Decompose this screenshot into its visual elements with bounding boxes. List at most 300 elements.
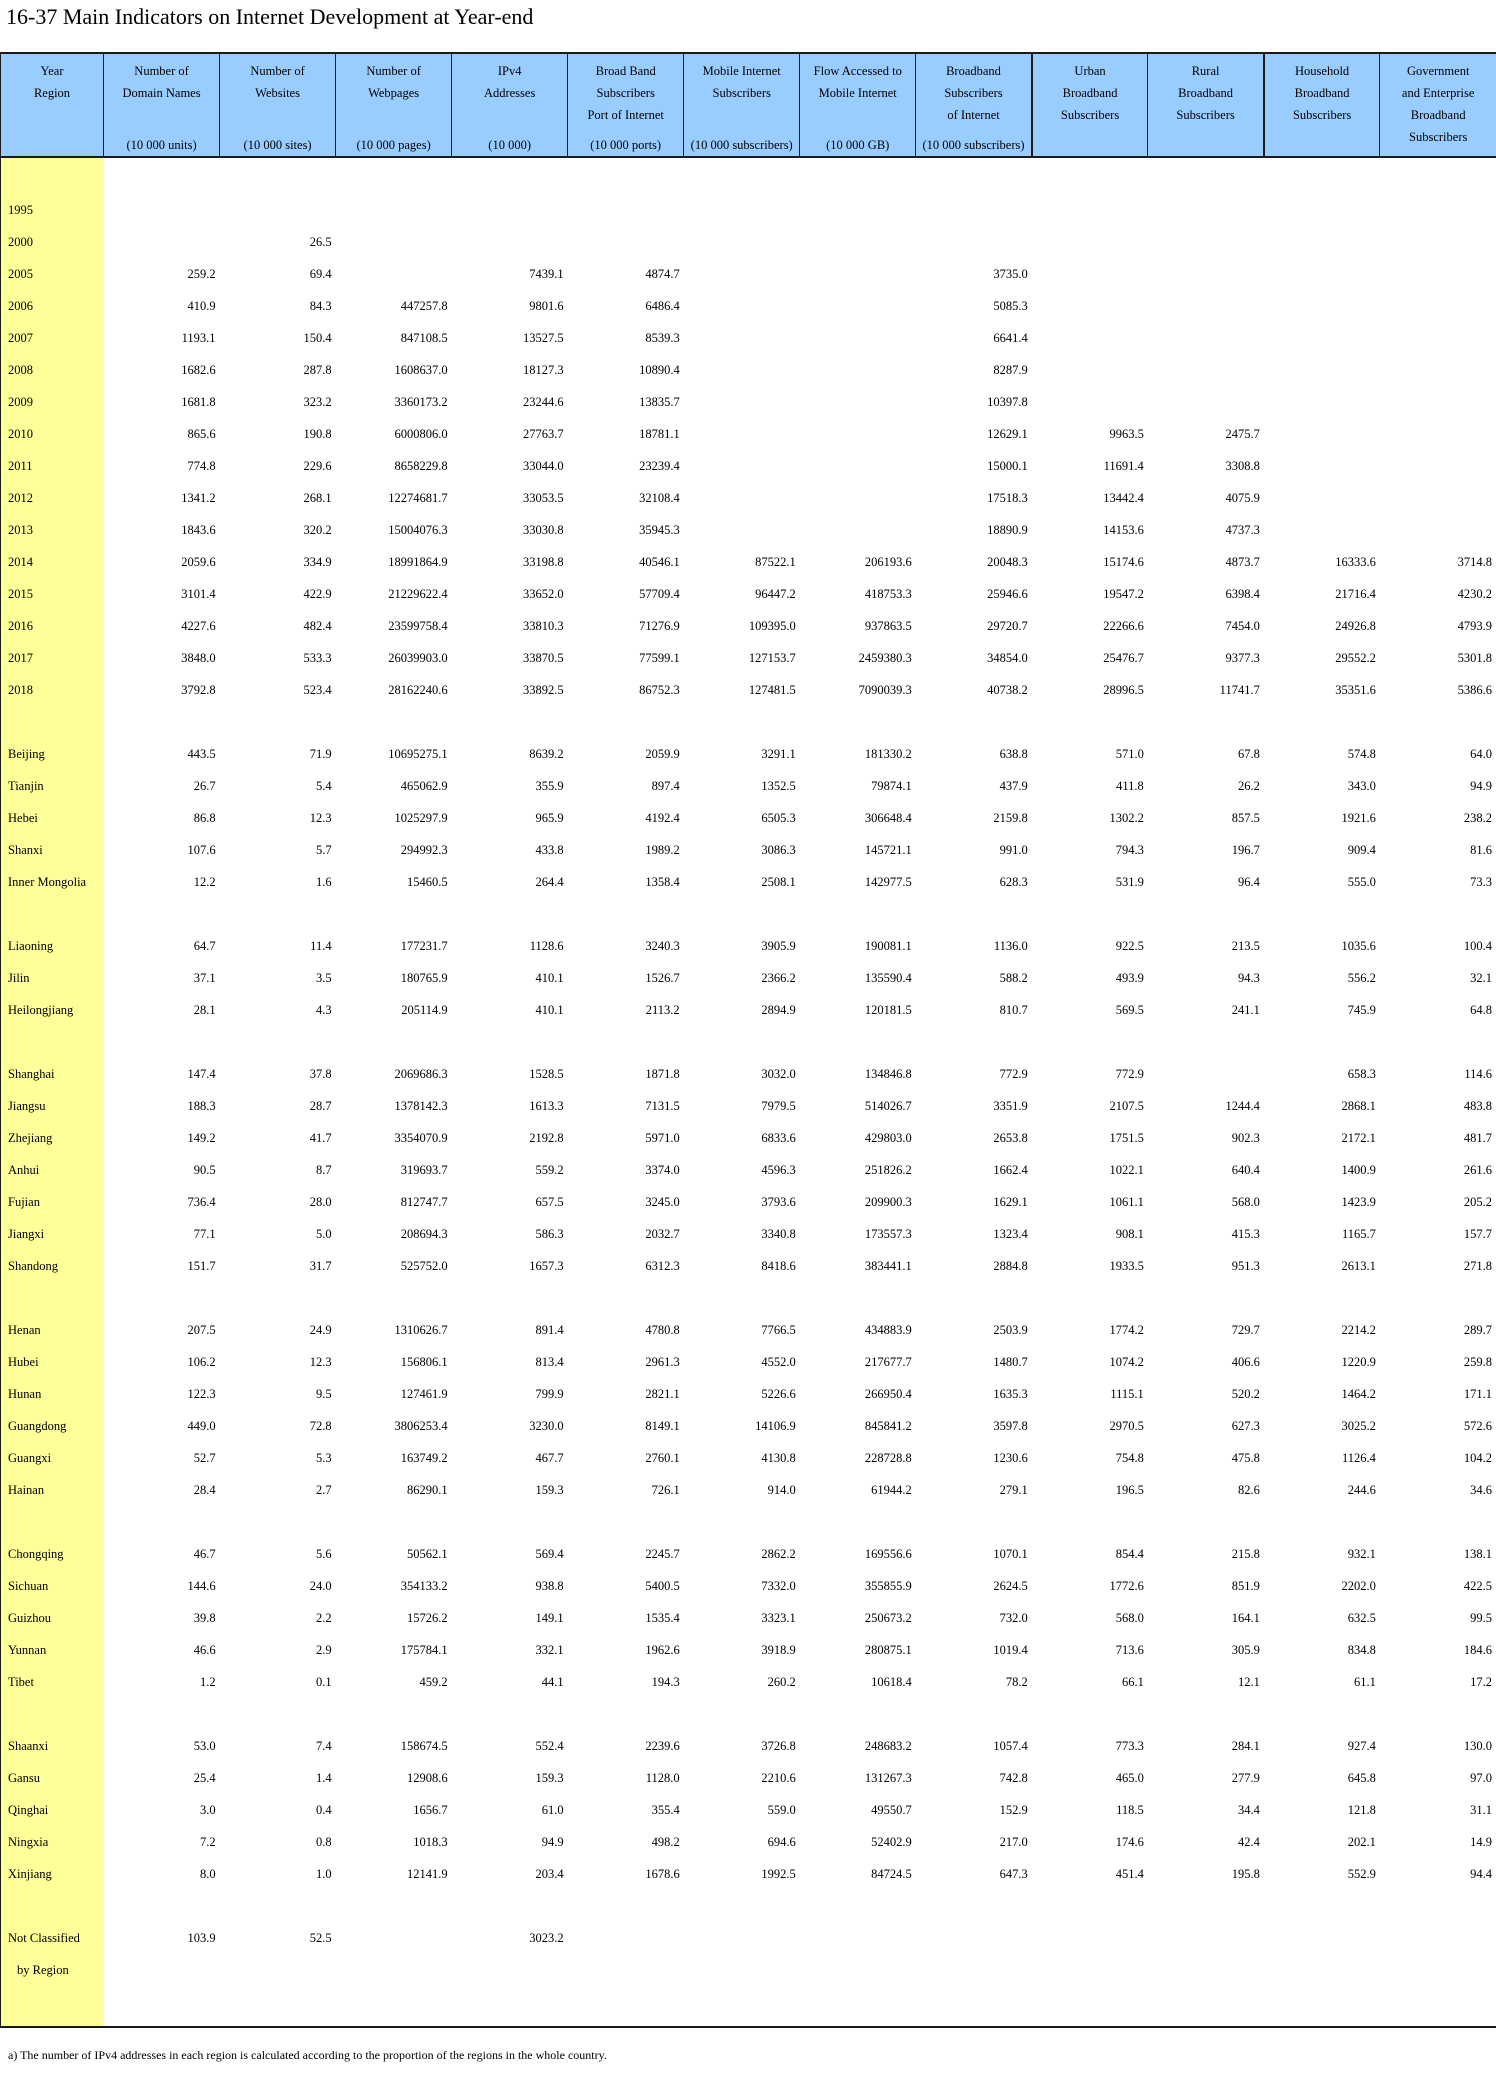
- data-cell: 202.1: [1347, 1834, 1376, 1849]
- data-cell: 415.3: [1231, 1226, 1260, 1241]
- data-cell: 1933.5: [1109, 1258, 1144, 1273]
- data-cell: 22266.6: [1103, 618, 1144, 633]
- data-cell: 14.9: [1470, 1834, 1492, 1849]
- row-label: 1995: [1, 194, 104, 226]
- data-cell: 238.2: [1463, 810, 1492, 825]
- column-header-line: Urban: [1074, 64, 1106, 78]
- data-cell: 443.5: [187, 746, 216, 761]
- spacer-row: [1, 1026, 1496, 1058]
- data-cell: [1032, 354, 1148, 386]
- data-cell: [1148, 322, 1264, 354]
- data-cell: 61.0: [541, 1802, 564, 1817]
- row-label: Shanghai: [1, 1058, 104, 1090]
- data-cell: [1380, 194, 1496, 226]
- data-cell: 142977.5: [864, 874, 912, 889]
- data-cell: [568, 226, 684, 258]
- row-label: Guizhou: [1, 1602, 104, 1634]
- data-cell: 574.8: [1347, 746, 1376, 761]
- data-cell: 10397.8: [987, 394, 1028, 409]
- data-cell: [1380, 354, 1496, 386]
- column-header-line: Subscribers: [1409, 130, 1468, 144]
- data-cell: 3793.6: [761, 1194, 796, 1209]
- data-cell: 50562.1: [407, 1546, 448, 1561]
- data-cell: 10890.4: [639, 362, 680, 377]
- data-cell: 35351.6: [1335, 682, 1376, 697]
- data-cell: 902.3: [1231, 1130, 1260, 1145]
- data-cell: 857.5: [1231, 810, 1260, 825]
- data-cell: 259.2: [187, 266, 216, 281]
- data-cell: 195.8: [1231, 1866, 1260, 1881]
- data-cell: 4192.4: [645, 810, 680, 825]
- data-cell: 114.6: [1464, 1066, 1492, 1081]
- data-cell: 28.7: [309, 1098, 332, 1113]
- data-cell: [568, 194, 684, 226]
- year-row: [1, 418, 1496, 450]
- data-cell: 657.5: [535, 1194, 564, 1209]
- row-label: Heilongjiang: [1, 994, 104, 1026]
- data-cell: 73.3: [1470, 874, 1492, 889]
- data-cell: 418753.3: [864, 586, 912, 601]
- data-cell: 244.6: [1347, 1482, 1376, 1497]
- header-row: [1, 53, 1496, 157]
- data-cell: 451.4: [1115, 1866, 1144, 1881]
- region-row: [1, 834, 1496, 866]
- row-label: Henan: [1, 1314, 104, 1346]
- data-cell: 4596.3: [761, 1162, 796, 1177]
- data-cell: 173557.3: [864, 1226, 912, 1241]
- region-row: [1, 1186, 1496, 1218]
- column-header: [220, 53, 336, 157]
- data-cell: [684, 194, 800, 226]
- data-cell: [1264, 482, 1380, 514]
- region-row: [1, 1410, 1496, 1442]
- data-cell: 422.5: [1463, 1578, 1492, 1593]
- data-cell: [1264, 322, 1380, 354]
- data-cell: [1148, 226, 1264, 258]
- data-cell: 149.2: [187, 1130, 216, 1145]
- not-classified-row-cont: [1, 1954, 1496, 1986]
- column-unit: (10 000 subscribers): [922, 138, 1025, 152]
- row-label: Liaoning: [1, 930, 104, 962]
- spacer-cell: [1, 1890, 104, 1922]
- data-cell: 57709.4: [639, 586, 680, 601]
- row-label: Hubei: [1, 1346, 104, 1378]
- column-header: [684, 53, 800, 157]
- data-cell: 64.0: [1470, 746, 1492, 761]
- region-row: [1, 1474, 1496, 1506]
- data-cell: 429803.0: [864, 1130, 912, 1145]
- row-label: Fujian: [1, 1186, 104, 1218]
- row-label: Yunnan: [1, 1634, 104, 1666]
- data-cell: 259.8: [1463, 1354, 1492, 1369]
- data-cell: 53.0: [193, 1738, 216, 1753]
- data-cell: 120181.5: [864, 1002, 912, 1017]
- data-cell: 184.6: [1463, 1642, 1492, 1657]
- data-cell: [684, 418, 800, 450]
- data-cell: 205.2: [1463, 1194, 1492, 1209]
- data-cell: 1423.9: [1341, 1194, 1376, 1209]
- data-cell: 188.3: [187, 1098, 216, 1113]
- data-cell: 177231.7: [400, 938, 448, 953]
- data-cell: 5400.5: [645, 1578, 680, 1593]
- data-cell: [1148, 1922, 1264, 1954]
- data-cell: 1.2: [199, 1674, 216, 1689]
- data-cell: 8639.2: [529, 746, 564, 761]
- data-cell: 8287.9: [993, 362, 1028, 377]
- data-cell: 2239.6: [645, 1738, 680, 1753]
- data-cell: 25946.6: [987, 586, 1028, 601]
- data-cell: 632.5: [1347, 1610, 1376, 1625]
- data-cell: 552.4: [535, 1738, 564, 1753]
- data-cell: [1148, 1058, 1264, 1090]
- data-cell: [1264, 386, 1380, 418]
- data-cell: 96447.2: [755, 586, 796, 601]
- data-cell: 568.0: [1115, 1610, 1144, 1625]
- data-cell: 84.3: [309, 298, 332, 313]
- data-cell: 2508.1: [761, 874, 796, 889]
- data-cell: 5.7: [315, 842, 332, 857]
- data-cell: [1380, 322, 1496, 354]
- data-cell: 433.8: [535, 842, 564, 857]
- data-cell: 482.4: [303, 618, 332, 633]
- data-cell: 2032.7: [645, 1226, 680, 1241]
- data-cell: 8.0: [199, 1866, 216, 1881]
- data-cell: 2107.5: [1109, 1098, 1144, 1113]
- data-cell: 422.9: [303, 586, 332, 601]
- indicator-table-wrapper: [0, 52, 1496, 2028]
- data-cell: 3351.9: [993, 1098, 1028, 1113]
- data-cell: [452, 194, 568, 226]
- spacer-cell: [1, 706, 104, 738]
- data-cell: [684, 514, 800, 546]
- data-cell: 86290.1: [407, 1482, 448, 1497]
- data-cell: 72.8: [309, 1418, 332, 1433]
- data-cell: 7766.5: [761, 1322, 796, 1337]
- data-cell: 1193.1: [181, 330, 216, 345]
- data-cell: [1264, 290, 1380, 322]
- row-label: Anhui: [1, 1154, 104, 1186]
- data-cell: 289.7: [1463, 1322, 1492, 1337]
- data-cell: 1843.6: [181, 522, 216, 537]
- data-cell: 107.6: [187, 842, 216, 857]
- data-cell: 29720.7: [987, 618, 1028, 633]
- data-cell: 411.8: [1116, 778, 1144, 793]
- data-cell: 13527.5: [523, 330, 564, 345]
- data-cell: 813.4: [535, 1354, 564, 1369]
- indicator-table: [0, 52, 1496, 2028]
- data-cell: 3360173.2: [394, 394, 448, 409]
- year-row: [1, 674, 1496, 706]
- data-cell: [800, 450, 916, 482]
- data-cell: [1380, 514, 1496, 546]
- data-cell: 713.6: [1115, 1642, 1144, 1657]
- data-cell: 61944.2: [871, 1482, 912, 1497]
- data-cell: 77599.1: [639, 650, 680, 665]
- data-cell: 28162240.6: [388, 682, 448, 697]
- data-cell: 46.6: [193, 1642, 216, 1657]
- column-header-line: Number of: [134, 64, 189, 78]
- table-header: [1, 53, 1496, 157]
- data-cell: [568, 1922, 684, 1954]
- data-cell: 90.5: [193, 1162, 216, 1177]
- data-cell: 15000.1: [987, 458, 1028, 473]
- data-cell: 1341.2: [181, 490, 216, 505]
- data-cell: 284.1: [1231, 1738, 1260, 1753]
- data-cell: [1380, 450, 1496, 482]
- data-cell: 21716.4: [1335, 586, 1376, 601]
- data-cell: [336, 226, 452, 258]
- data-cell: 1302.2: [1109, 810, 1144, 825]
- data-cell: 1751.5: [1109, 1130, 1144, 1145]
- region-row: [1, 1762, 1496, 1794]
- data-cell: 169556.6: [864, 1546, 912, 1561]
- data-cell: 588.2: [999, 970, 1028, 985]
- row-label: by Region: [1, 1954, 104, 1986]
- data-cell: [336, 194, 452, 226]
- data-cell: 3023.2: [529, 1930, 564, 1945]
- row-label: 2000: [1, 226, 104, 258]
- data-cell: 3905.9: [761, 938, 796, 953]
- data-cell: 84724.5: [871, 1866, 912, 1881]
- region-row: [1, 1794, 1496, 1826]
- data-cell: 4552.0: [761, 1354, 796, 1369]
- data-cell: 261.6: [1463, 1162, 1492, 1177]
- data-cell: 2503.9: [993, 1322, 1028, 1337]
- data-cell: 3735.0: [993, 266, 1028, 281]
- data-cell: 658.3: [1347, 1066, 1376, 1081]
- data-cell: [1148, 354, 1264, 386]
- data-cell: 3230.0: [529, 1418, 564, 1433]
- data-cell: 1528.5: [529, 1066, 564, 1081]
- data-cell: 559.2: [535, 1162, 564, 1177]
- data-cell: [1380, 418, 1496, 450]
- data-cell: 9.5: [315, 1386, 332, 1401]
- data-cell: 52.7: [193, 1450, 216, 1465]
- data-cell: 7090039.3: [858, 682, 912, 697]
- data-cell: 1378142.3: [394, 1098, 448, 1113]
- data-cell: [1380, 290, 1496, 322]
- data-cell: 774.8: [187, 458, 216, 473]
- data-cell: 7979.5: [761, 1098, 796, 1113]
- data-cell: 1635.3: [993, 1386, 1028, 1401]
- data-cell: 3240.3: [645, 938, 680, 953]
- region-row: [1, 770, 1496, 802]
- data-cell: 42.4: [1237, 1834, 1260, 1849]
- year-row: [1, 258, 1496, 290]
- data-cell: 3848.0: [181, 650, 216, 665]
- data-cell: 2210.6: [761, 1770, 796, 1785]
- data-cell: 965.9: [535, 810, 564, 825]
- data-cell: 4.3: [315, 1002, 332, 1017]
- data-cell: [800, 226, 916, 258]
- data-cell: 2.2: [315, 1610, 332, 1625]
- data-cell: 729.7: [1231, 1322, 1260, 1337]
- data-cell: 66.1: [1121, 1674, 1144, 1689]
- data-cell: 99.5: [1470, 1610, 1492, 1625]
- data-cell: 799.9: [535, 1386, 564, 1401]
- data-cell: 40546.1: [639, 554, 680, 569]
- row-label: Tibet: [1, 1666, 104, 1698]
- data-cell: 26.5: [309, 234, 332, 249]
- row-label: Jilin: [1, 962, 104, 994]
- data-cell: 207.5: [187, 1322, 216, 1337]
- spacer-cell: [104, 898, 1496, 930]
- data-cell: 2970.5: [1109, 1418, 1144, 1433]
- data-cell: 1035.6: [1341, 938, 1376, 953]
- data-cell: 5.0: [315, 1226, 332, 1241]
- data-cell: 7.2: [199, 1834, 216, 1849]
- data-cell: [684, 322, 800, 354]
- data-cell: 12629.1: [987, 426, 1028, 441]
- column-unit: (10 000 units): [126, 138, 197, 152]
- column-header-line: Number of: [250, 64, 305, 78]
- region-row: [1, 1250, 1496, 1282]
- data-cell: 29552.2: [1335, 650, 1376, 665]
- data-cell: 12.3: [309, 1354, 332, 1369]
- data-cell: 467.7: [535, 1450, 564, 1465]
- data-cell: 71276.9: [639, 618, 680, 633]
- data-cell: 773.3: [1115, 1738, 1144, 1753]
- data-cell: [1148, 290, 1264, 322]
- data-cell: 1244.4: [1225, 1098, 1260, 1113]
- year-row: [1, 482, 1496, 514]
- data-cell: 4873.7: [1225, 554, 1260, 569]
- data-cell: [1032, 258, 1148, 290]
- data-cell: 334.9: [303, 554, 332, 569]
- data-cell: 531.9: [1115, 874, 1144, 889]
- data-cell: 914.0: [767, 1482, 796, 1497]
- data-cell: 279.1: [999, 1482, 1028, 1497]
- year-row: [1, 354, 1496, 386]
- row-label: Jiangxi: [1, 1218, 104, 1250]
- data-cell: 355.4: [651, 1802, 680, 1817]
- data-cell: 2624.5: [993, 1578, 1028, 1593]
- data-cell: 174.6: [1115, 1834, 1144, 1849]
- column-header: [452, 53, 568, 157]
- row-label: 2008: [1, 354, 104, 386]
- data-cell: 94.4: [1470, 1866, 1492, 1881]
- data-cell: 3086.3: [761, 842, 796, 857]
- data-cell: 1480.7: [993, 1354, 1028, 1369]
- data-cell: 1662.4: [993, 1162, 1028, 1177]
- header-year-region-line: Region: [33, 86, 71, 100]
- data-cell: 69.4: [309, 266, 332, 281]
- data-cell: 4075.9: [1225, 490, 1260, 505]
- data-cell: 12274681.7: [388, 490, 448, 505]
- column-header-line: Subscribers: [596, 86, 655, 100]
- data-cell: 12908.6: [407, 1770, 448, 1785]
- column-header-line: Flow Accessed to: [813, 64, 902, 78]
- data-cell: 343.0: [1347, 778, 1376, 793]
- column-header-line: Webpages: [368, 86, 420, 100]
- data-cell: 271.8: [1463, 1258, 1492, 1273]
- data-cell: 1774.2: [1109, 1322, 1144, 1337]
- column-header: [800, 53, 916, 157]
- column-header-line: of Internet: [947, 108, 1000, 122]
- data-cell: 9801.6: [529, 298, 564, 313]
- row-label: 2017: [1, 642, 104, 674]
- column-header-line: Domain Names: [122, 86, 201, 100]
- data-cell: 194.3: [651, 1674, 680, 1689]
- data-cell: 33870.5: [523, 650, 564, 665]
- data-cell: 1352.5: [761, 778, 796, 793]
- column-header-line: and Enterprise: [1401, 86, 1475, 100]
- data-cell: 86752.3: [639, 682, 680, 697]
- data-cell: 159.3: [535, 1770, 564, 1785]
- data-cell: 39.8: [193, 1610, 216, 1625]
- spacer-cell: [104, 1506, 1496, 1538]
- data-cell: 1682.6: [181, 362, 216, 377]
- data-cell: 7439.1: [529, 266, 564, 281]
- data-cell: [684, 482, 800, 514]
- spacer-cell: [104, 1954, 1496, 1986]
- data-cell: 794.3: [1115, 842, 1144, 857]
- row-label: Guangxi: [1, 1442, 104, 1474]
- data-cell: 772.9: [999, 1066, 1028, 1081]
- data-cell: 628.3: [999, 874, 1028, 889]
- data-cell: 834.8: [1347, 1642, 1376, 1657]
- data-cell: 4227.6: [181, 618, 216, 633]
- column-header-line: IPv4: [497, 64, 522, 78]
- data-cell: 447257.8: [400, 298, 448, 313]
- data-cell: [1148, 258, 1264, 290]
- data-cell: 845841.2: [864, 1418, 912, 1433]
- data-cell: 14106.9: [755, 1418, 796, 1433]
- data-cell: [1380, 386, 1496, 418]
- data-cell: 1323.4: [993, 1226, 1028, 1241]
- data-cell: 1962.6: [645, 1642, 680, 1657]
- data-cell: 9963.5: [1109, 426, 1144, 441]
- data-cell: [684, 1922, 800, 1954]
- data-cell: [1032, 290, 1148, 322]
- data-cell: 991.0: [999, 842, 1028, 857]
- data-cell: 571.0: [1115, 746, 1144, 761]
- data-cell: 122.3: [187, 1386, 216, 1401]
- data-cell: 86.8: [193, 810, 216, 825]
- data-cell: 181330.2: [864, 746, 912, 761]
- row-label: Ningxia: [1, 1826, 104, 1858]
- data-cell: [1264, 450, 1380, 482]
- table-body: [1, 157, 1496, 2027]
- data-cell: 135590.4: [864, 970, 912, 985]
- data-cell: 1608637.0: [394, 362, 448, 377]
- data-cell: 209900.3: [864, 1194, 912, 1209]
- data-cell: 1126.4: [1341, 1450, 1376, 1465]
- column-unit: (10 000 GB): [826, 138, 890, 152]
- data-cell: 865.6: [187, 426, 216, 441]
- year-row: [1, 546, 1496, 578]
- data-cell: 2113.2: [645, 1002, 680, 1017]
- data-cell: 25.4: [193, 1770, 216, 1785]
- column-header-line: Websites: [255, 86, 300, 100]
- data-cell: 3101.4: [181, 586, 216, 601]
- region-row: [1, 1730, 1496, 1762]
- year-row: [1, 514, 1496, 546]
- row-label: 2009: [1, 386, 104, 418]
- data-cell: 523.4: [303, 682, 332, 697]
- data-cell: 1921.6: [1341, 810, 1376, 825]
- data-cell: [1032, 226, 1148, 258]
- row-label: 2011: [1, 450, 104, 482]
- data-cell: [220, 194, 336, 226]
- data-cell: 127481.5: [748, 682, 796, 697]
- data-cell: 306648.4: [864, 810, 912, 825]
- data-cell: 951.3: [1231, 1258, 1260, 1273]
- region-row: [1, 1634, 1496, 1666]
- data-cell: 94.9: [1470, 778, 1492, 793]
- data-cell: 2245.7: [645, 1546, 680, 1561]
- data-cell: 410.1: [535, 1002, 564, 1017]
